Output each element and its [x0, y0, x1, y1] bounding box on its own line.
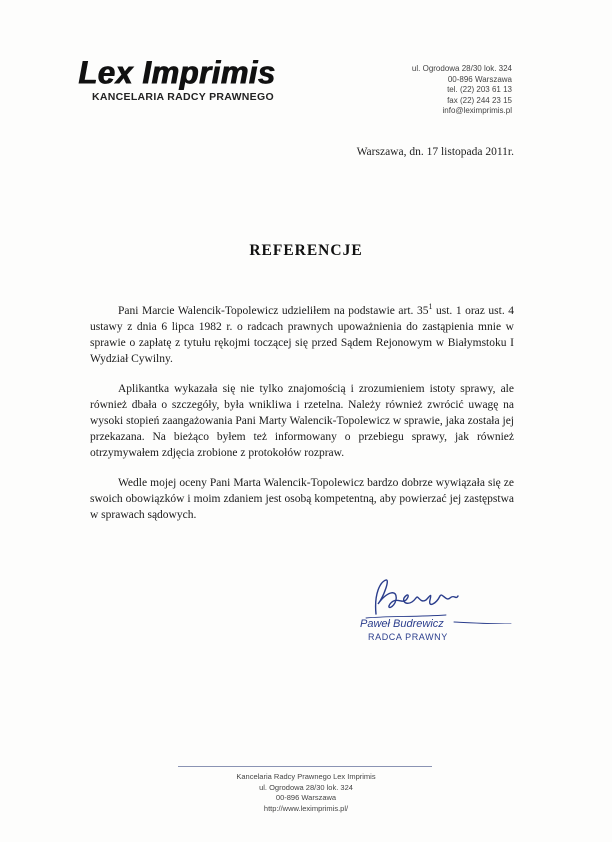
paragraph-3: Wedle mojej oceny Pani Marta Walencik-Topolewicz bardzo dobrze wywiązała się ze swoich obowiązków i moim zdaniem jest osobą kompetentną, aby powierzać jej zastępstwa w sprawach sądowych. [90, 477, 514, 521]
letterhead-logo [78, 56, 318, 103]
contact-fax: fax (22) 244 23 15 [447, 95, 512, 105]
paragraph-1-part-b: ust. 1 oraz ust. 4 ustawy z dnia 6 lipca 1982 r. o radcach prawnych upoważnienia do zastąpienia mnie w sprawie o zapłatę z tytułu rękojmi toczącej się przed Sądem Rejonowym w Białymstoku I Wydział Cywilny. [90, 305, 514, 365]
letterhead-contact [412, 64, 512, 117]
letter-date: Warszawa, dn. 17 listopada 2011r. [356, 146, 514, 158]
article-superscript: 1 [428, 302, 433, 312]
footer-city: 00-896 Warszawa [275, 793, 337, 802]
footer-company: Kancelaria Radcy Prawnego Lex Imprimis [236, 772, 376, 781]
logo-subtitle: KANCELARIA RADCY PRAWNEGO [92, 91, 274, 103]
contact-address: ul. Ogrodowa 28/30 lok. 324 [411, 64, 512, 73]
logo-wordmark: Lex Imprimis [78, 54, 276, 91]
document-title: REFERENCJE [249, 242, 363, 259]
letter-footer [0, 772, 612, 814]
paragraph-2: Aplikantka wykazała się nie tylko znajomością i zrozumieniem istoty sprawy, ale również dbała o szczegóły, była wnikliwa i rzetelna. Należy również zwrócić uwagę na wysoki stopień zaangażowania Pani Marty Walencik-Topolewicz w sprawie, jaka została jej przekazana. Na bieżąco byłem też informowany o przebiegu sprawy, jak również otrzymywałem zdjęcia zrobione z protokołów rozpraw. [90, 383, 514, 459]
stamp-role: RADCA PRAWNY [368, 632, 448, 642]
contact-phone: tel. (22) 203 61 13 [447, 85, 512, 94]
contact-email: info@leximprimis.pl [442, 106, 512, 115]
stamp-name: Paweł Budrewicz [360, 618, 444, 630]
footer-address: ul. Ogrodowa 28/30 lok. 324 [259, 782, 353, 792]
letter-body [90, 303, 514, 537]
handwritten-signature [346, 574, 516, 624]
paragraph-1 [90, 303, 514, 367]
paragraph-1-part-a: Pani Marcie Walencik-Topolewicz udzieliłem na podstawie art. 35 [118, 305, 429, 317]
contact-city: 00-896 Warszawa [447, 74, 512, 84]
footer-website: http://www.leximprimis.pl/ [263, 803, 349, 813]
signature-block [346, 574, 516, 654]
footer-divider [178, 766, 432, 767]
